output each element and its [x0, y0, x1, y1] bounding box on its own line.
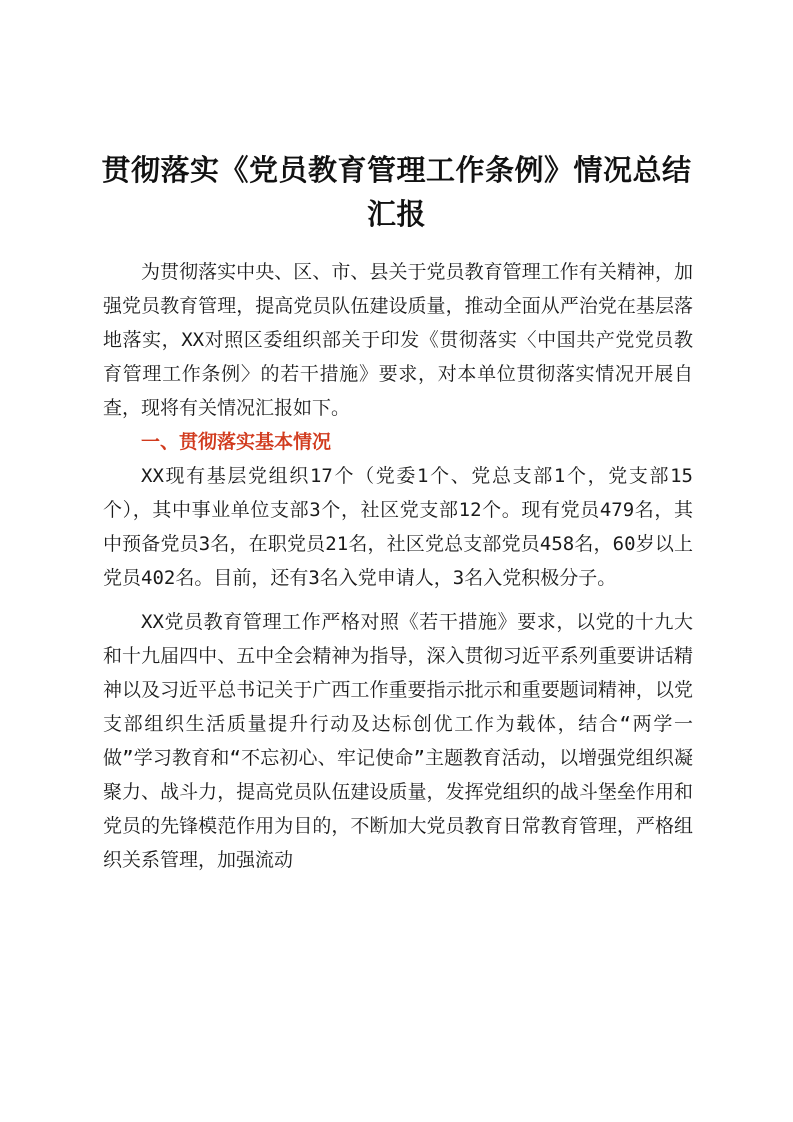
section-heading: 一、贯彻落实基本情况: [141, 431, 332, 453]
body-paragraph: XX现有基层党组织17个（党委1个、党总支部1个，党支部15个），其中事业单位支部3个，社区党支部12个。现有党员479名，其中预备党员3名，在职党员21名，社区党总支部党员458名，60岁以上党员402名。目前，还有3名入党申请人，3名入党积极分子。: [103, 465, 693, 589]
body-paragraph: XX党员教育管理工作严格对照《若干措施》要求，以党的十九大和十九届四中、五中全会精神为指导，深入贯彻习近平系列重要讲话精神以及习近平总书记关于广西工作重要指示批示和重要题词精神，以党支部组织生活质量提升行动及达标创优工作为载体，结合“两学一做”学习教育和“不忘初心、牢记使命”主题教育活动，以增强党组织凝聚力、战斗力，提高党员队伍建设质量，发挥党组织的战斗堡垒作用和党员的先锋模范作用为目的，不断加大党员教育日常教育管理，严格组织关系管理，加强流动: [103, 611, 693, 871]
title-line-1: 贯彻落实《党员教育管理工作条例》情况总结: [101, 153, 692, 187]
document-body: [103, 255, 693, 877]
title-line-2: 汇报: [366, 197, 426, 231]
document-title: [90, 148, 703, 236]
intro-paragraph: 为贯彻落实中央、区、市、县关于党员教育管理工作有关精神，加强党员教育管理，提高党员队伍建设质量，推动全面从严治党在基层落地落实，XX对照区委组织部关于印发《贯彻落实〈中国共产党党员教育管理工作条例〉的若干措施》要求，对本单位贯彻落实情况开展自查，现将有关情况汇报如下。: [103, 261, 693, 419]
